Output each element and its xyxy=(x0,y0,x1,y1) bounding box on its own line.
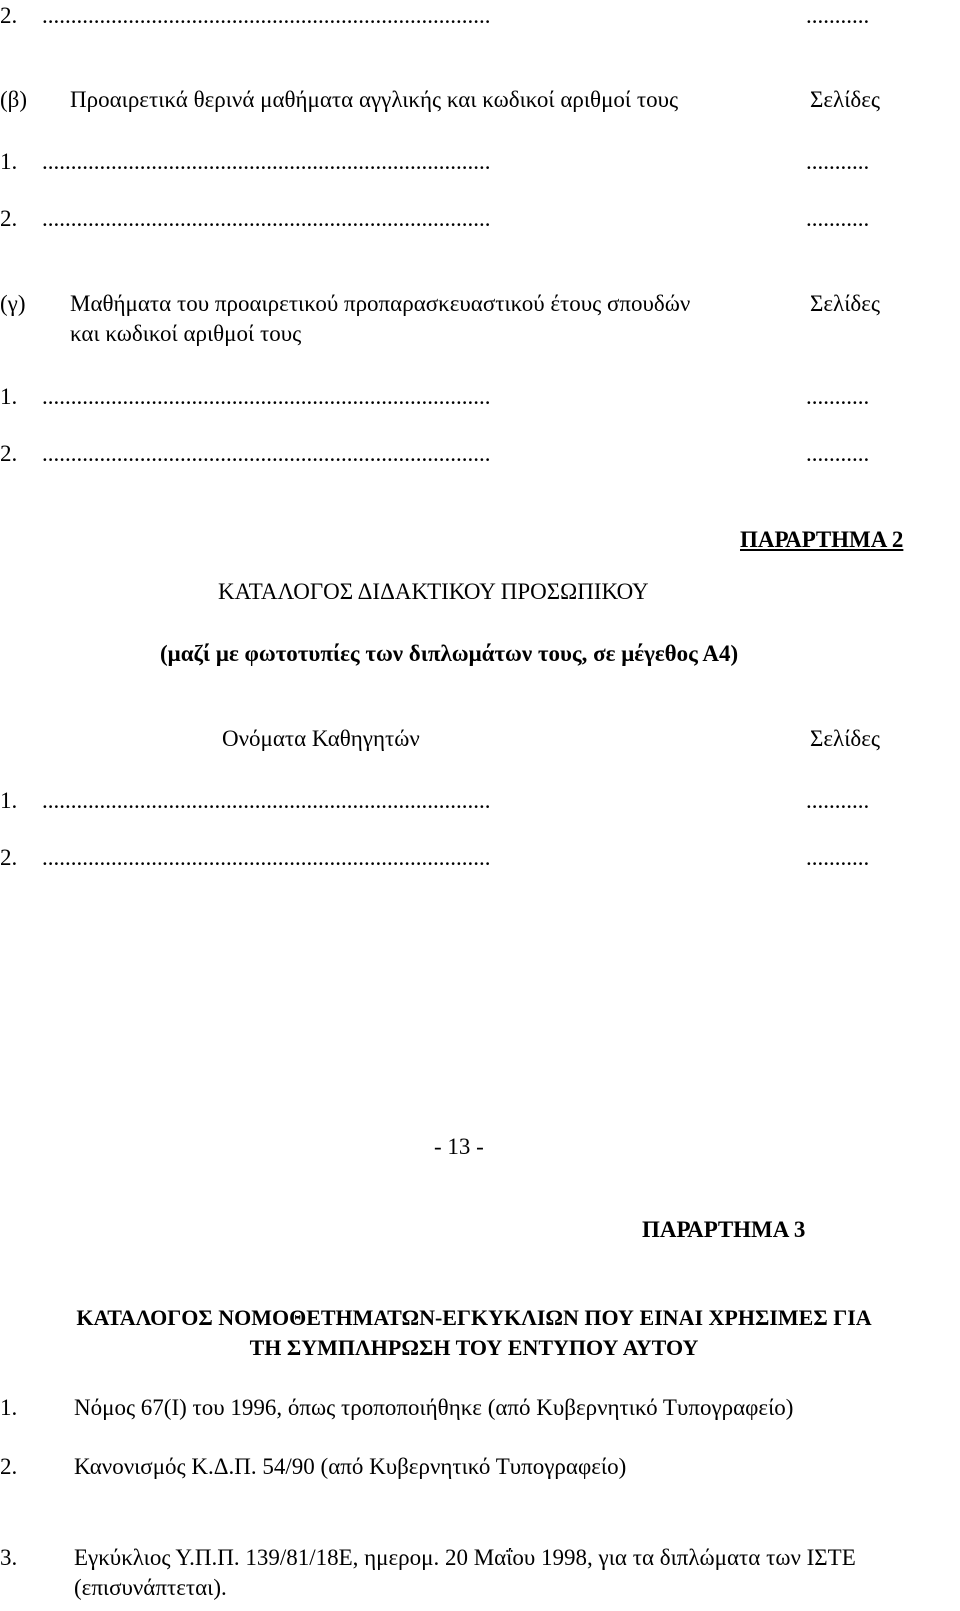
row-dots: .............................................................................. xyxy=(42,384,491,409)
list-item-number: 2. xyxy=(0,1454,18,1479)
annex3-title-line1: ΚΑΤΑΛΟΓΟΣ ΝΟΜΟΘΕΤΗΜΑΤΩΝ-ΕΓΚΥΚΛΙΩΝ ΠΟΥ ΕΙΝΑΙ ΧΡΗΣΙΜΕΣ ΓΙΑ xyxy=(76,1305,872,1330)
annex2-subtitle: (μαζί με φωτοτυπίες των διπλωμάτων τους, σε μέγεθος Α4) xyxy=(160,641,739,666)
row-pages: ........... xyxy=(806,3,870,28)
row-pages: ........... xyxy=(806,206,870,231)
row-number: 1. xyxy=(0,149,18,174)
annex3-title-line2: ΤΗ ΣΥΜΠΛΗΡΩΣΗ ΤΟΥ ΕΝΤΥΠΟΥ ΑΥΤΟΥ xyxy=(249,1335,699,1360)
annex2-names-header: Ονόματα Καθηγητών xyxy=(222,726,420,751)
row-dots: .............................................................................. xyxy=(42,441,491,466)
section-c-title-line2: και κωδικοί αριθμοί τους xyxy=(70,321,302,346)
section-c-label: (γ) xyxy=(0,291,26,316)
section-c-pages-header: Σελίδες xyxy=(810,291,880,316)
annex3-heading: ΠΑΡΑΡΤΗΜΑ 3 xyxy=(642,1217,806,1242)
list-item: Κανονισμός Κ.Δ.Π. 54/90 (από Κυβερνητικό Τυπογραφείο) xyxy=(74,1454,627,1479)
row-dots: .............................................................................. xyxy=(42,3,491,28)
section-b-label: (β) xyxy=(0,87,28,112)
row-pages: ........... xyxy=(806,384,870,409)
row-dots: .............................................................................. xyxy=(42,206,491,231)
row-dots: .............................................................................. xyxy=(42,788,491,813)
annex2-pages-header: Σελίδες xyxy=(810,726,880,751)
row-pages: ........... xyxy=(806,441,870,466)
row-number: 2. xyxy=(0,206,18,231)
page-number: - 13 - xyxy=(434,1134,484,1159)
section-c-title-line1: Μαθήματα του προαιρετικού προπαρασκευαστικού έτους σπουδών xyxy=(70,291,691,316)
annex2-title: ΚΑΤΑΛΟΓΟΣ ΔΙΔΑΚΤΙΚΟΥ ΠΡΟΣΩΠΙΚΟΥ xyxy=(218,579,649,604)
list-item-number: 3. xyxy=(0,1545,18,1570)
row-number: 2. xyxy=(0,441,18,466)
list-item: Νόμος 67(Ι) του 1996, όπως τροποποιήθηκε (από Κυβερνητικό Τυπογραφείο) xyxy=(74,1395,794,1420)
list-item-continuation: (επισυνάπτεται). xyxy=(74,1575,227,1600)
row-dots: .............................................................................. xyxy=(42,845,491,870)
section-b-pages-header: Σελίδες xyxy=(810,87,880,112)
row-dots: .............................................................................. xyxy=(42,149,491,174)
section-b-title: Προαιρετικά θερινά μαθήματα αγγλικής και κωδικοί αριθμοί τους xyxy=(70,87,679,112)
row-number: 1. xyxy=(0,384,18,409)
row-number: 2. xyxy=(0,3,18,28)
list-item: Εγκύκλιος Υ.Π.Π. 139/81/18Ε, ημερομ. 20 Μαΐου 1998, για τα διπλώματα των ΙΣΤΕ xyxy=(74,1545,856,1570)
row-number: 2. xyxy=(0,845,18,870)
annex2-heading: ΠΑΡΑΡΤΗΜΑ 2 xyxy=(740,527,904,552)
row-pages: ........... xyxy=(806,788,870,813)
list-item-number: 1. xyxy=(0,1395,18,1420)
row-pages: ........... xyxy=(806,149,870,174)
row-number: 1. xyxy=(0,788,18,813)
row-pages: ........... xyxy=(806,845,870,870)
